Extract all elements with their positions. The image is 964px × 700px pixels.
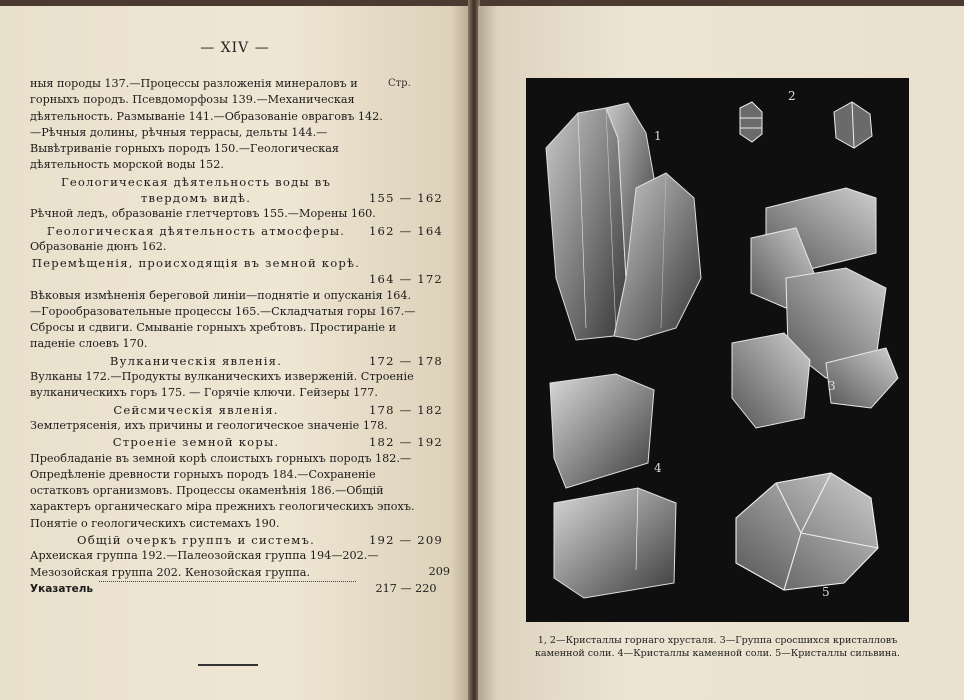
toc-heading-text: Геологическая дѣятельность атмосферы. (46, 223, 346, 238)
quartz-cluster-drawing (546, 103, 701, 340)
toc-text: Преобладаніе въ земной корѣ слоистыхъ горныхъ породъ 182.—Опредѣленіе древности горныхъ породъ 184.—Сохраненіе остатковъ организмовъ. Процессы окаменѣнія 186.—Общій характеръ органическаго міра прежнихъ геологическихъ эпохъ. Понятіе о геологическихъ системахъ 190. (30, 451, 415, 530)
toc-heading-text: Общій очеркъ группъ и системъ. (77, 533, 315, 548)
rock-salt-crystals-drawing (550, 374, 676, 598)
toc-entry (30, 206, 450, 222)
toc-heading (30, 402, 450, 418)
toc-entry (30, 451, 450, 532)
toc-pages: 182 — 192 (368, 435, 444, 450)
crystals-drawing (526, 78, 909, 622)
toc-pages: 164 — 172 (368, 272, 444, 287)
toc-heading (30, 434, 450, 450)
running-head: — XIV — (200, 40, 270, 56)
toc-text: ныя породы 137.—Процессы разложенія минераловъ и горныхъ породъ. Псевдоморфозы 139.—Механическая дѣятельность. Размываніе 141.—Образованіе овраговъ 142.—Рѣчныя долины, рѣчныя террасы, дельты 144.—Вывѣтриваніе горныхъ породъ 150.—Геологическая дѣятельность морской воды 152. (30, 77, 383, 172)
plate-label: 3 (828, 379, 836, 393)
toc-heading (30, 532, 450, 548)
toc-text: Вѣковыя измѣненія береговой линіи—поднятіе и опусканія 164.—Горообразовательные процессы 165.—Складчатыя горы 167.—Сбросы и сдвиги. Смываніе горныхъ хребтовъ. Простираніе и паденіе слоевъ 170. (30, 288, 416, 351)
toc-pages: 178 — 182 (368, 402, 444, 417)
table-of-contents (30, 76, 450, 597)
toc-entry (30, 369, 450, 402)
toc-entry (30, 239, 450, 255)
toc-heading-text: Вулканическія явленія. (109, 353, 283, 368)
toc-pages: 209 (428, 565, 450, 579)
toc-pages: 155 — 162 (368, 190, 444, 205)
toc-pages: 192 — 209 (368, 533, 444, 548)
toc-text: Вулканы 172.—Продукты вулканическихъ изверженій. Строеніе вулканическихъ горъ 175. — Горячіе ключи. Гейзеры 177. (30, 370, 414, 400)
plate-caption: 1, 2—Кристаллы горнаго хрусталя. 3—Группа сросшихся кристалловъ каменной соли. 4—Кристаллы каменной соли. 5—Кристаллы сильвина. (534, 635, 901, 659)
toc-heading (30, 255, 450, 287)
toc-text: Рѣчной ледъ, образованіе глетчертовъ 155.—Морены 160. (30, 207, 376, 221)
toc-text: Археиская группа 192.—Палеозойская группа 194—202.—Мезозойская группа 202. Кенозойская группа. (30, 549, 379, 579)
toc-pages: 217 — 220 (375, 581, 437, 595)
toc-heading-text: Строеніе земной коры. (112, 435, 280, 450)
toc-heading-text: Перемѣщенія, происходящія въ земной корѣ. (31, 256, 361, 271)
toc-heading (30, 223, 450, 239)
plate-label: 4 (654, 461, 662, 475)
toc-heading (30, 174, 450, 207)
toc-pages: 172 — 178 (368, 353, 444, 368)
toc-heading-text: Сейсмическія явленія. (113, 402, 279, 417)
sylvite-crystals-drawing (736, 473, 878, 590)
toc-heading (30, 353, 450, 369)
page-column-label: Стр. (388, 78, 411, 89)
toc-entry (30, 288, 450, 353)
toc-entry (30, 418, 450, 434)
toc-pages: 162 — 164 (368, 223, 444, 238)
plate-label: 1 (654, 129, 662, 143)
leader-dots (99, 581, 356, 582)
toc-text: Землетрясенія, ихъ причины и геологическое значеніе 178. (30, 418, 388, 432)
small-quartz-drawing (740, 102, 872, 148)
plate-label: 5 (822, 585, 830, 599)
end-rule (198, 664, 258, 666)
toc-text: Образованіе дюнъ 162. (30, 239, 167, 253)
index-link[interactable]: Указатель (30, 582, 94, 595)
plate-label: 2 (788, 89, 796, 103)
toc-entry (30, 76, 450, 174)
toc-heading-text: Геологическая дѣятельность воды въ твердомъ видѣ. (60, 174, 332, 206)
crystal-plate-illustration (526, 78, 909, 622)
rock-salt-group-drawing (732, 188, 898, 428)
toc-index-entry[interactable] (30, 581, 450, 597)
toc-entry (30, 548, 450, 581)
